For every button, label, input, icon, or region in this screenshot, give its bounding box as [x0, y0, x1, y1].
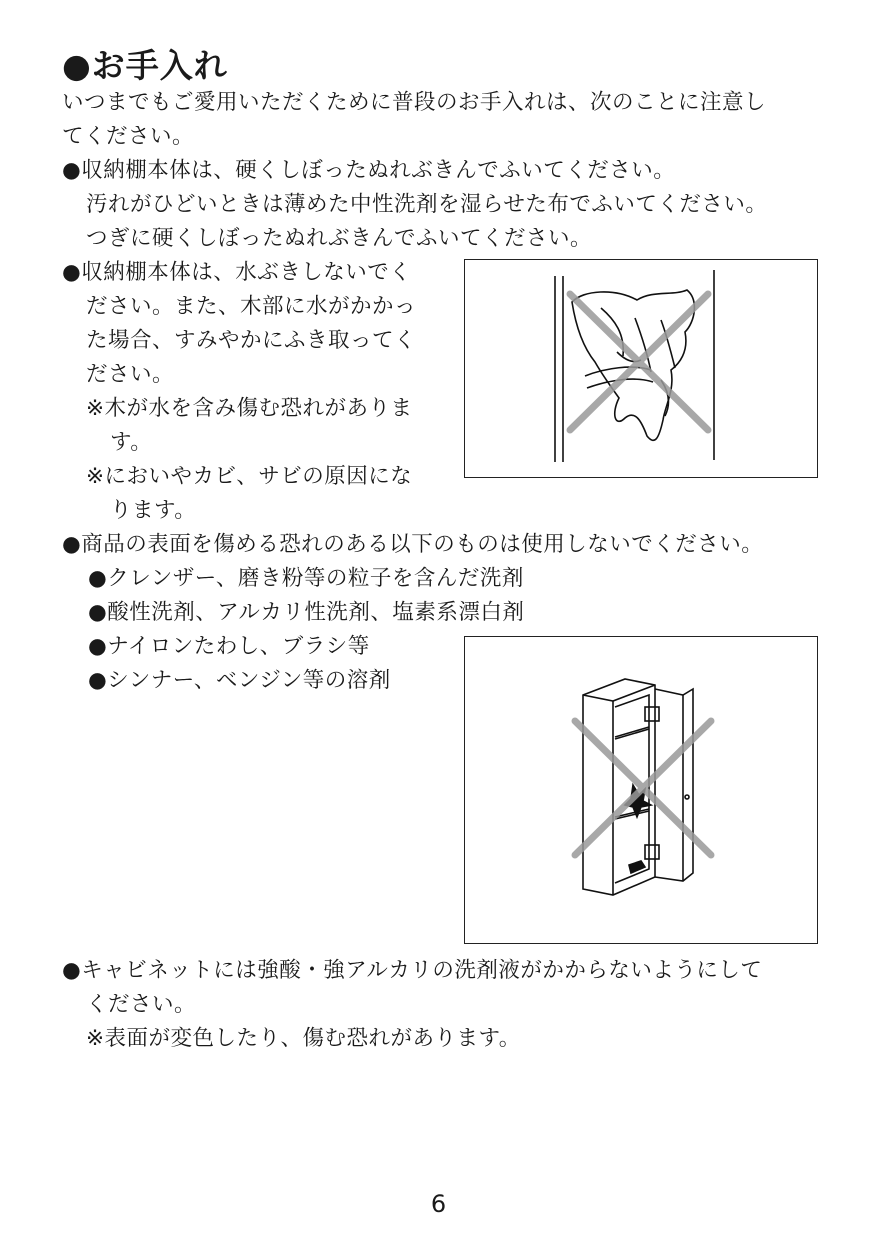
- section3-heading: ●商品の表面を傷める恐れのある以下のものは使用しないでください。: [62, 532, 764, 557]
- section1-line-2: 汚れがひどいときは薄めた中性洗剤を湿らせた布でふいてください。: [86, 192, 768, 217]
- intro-line-2: てください。: [62, 124, 195, 149]
- section2-line-2: ださい。また、木部に水がかかっ: [86, 294, 417, 319]
- section2-note1-line-2: す。: [110, 430, 153, 455]
- section3-item-1: ●クレンザー、磨き粉等の粒子を含んだ洗剤: [88, 566, 524, 591]
- section4-line-1: ●キャビネットには強酸・強アルカリの洗剤液がかからないようにして: [62, 958, 763, 983]
- section1-line-3: つぎに硬くしぼったぬれぶきんでふいてください。: [86, 226, 593, 251]
- illustration-no-wet-wipe: [464, 259, 818, 478]
- section2-note2-line-2: ります。: [110, 498, 197, 523]
- section2-line-4: ださい。: [86, 362, 175, 387]
- open-cabinet-drawing: [465, 637, 817, 943]
- section2-line-1: ●収納棚本体は、水ぶきしないでく: [62, 260, 412, 285]
- section2-line-3: た場合、すみやかにふき取ってく: [86, 328, 417, 353]
- illustration-no-chemicals: [464, 636, 818, 944]
- section4-line-2: ください。: [86, 992, 197, 1017]
- section3-item-2: ●酸性洗剤、アルカリ性洗剤、塩素系漂白剤: [88, 600, 525, 625]
- section2-note2-line-1: ※においやカビ、サビの原因にな: [86, 464, 413, 489]
- page-number: 6: [430, 1190, 447, 1218]
- section3-item-4: ●シンナー、ベンジン等の溶剤: [88, 668, 391, 693]
- page-title: ●お手入れ: [62, 46, 228, 85]
- wet-cloth-wipe-drawing: [465, 260, 817, 477]
- section2-note1-line-1: ※木が水を含み傷む恐れがありま: [86, 396, 413, 421]
- section3-item-3: ●ナイロンたわし、ブラシ等: [88, 634, 370, 659]
- section4-note: ※表面が変色したり、傷む恐れがあります。: [86, 1026, 521, 1051]
- intro-line-1: いつまでもご愛用いただくために普段のお手入れは、次のことに注意し: [62, 90, 767, 115]
- section1-heading: ●収納棚本体は、硬くしぼったぬれぶきんでふいてください。: [62, 158, 676, 183]
